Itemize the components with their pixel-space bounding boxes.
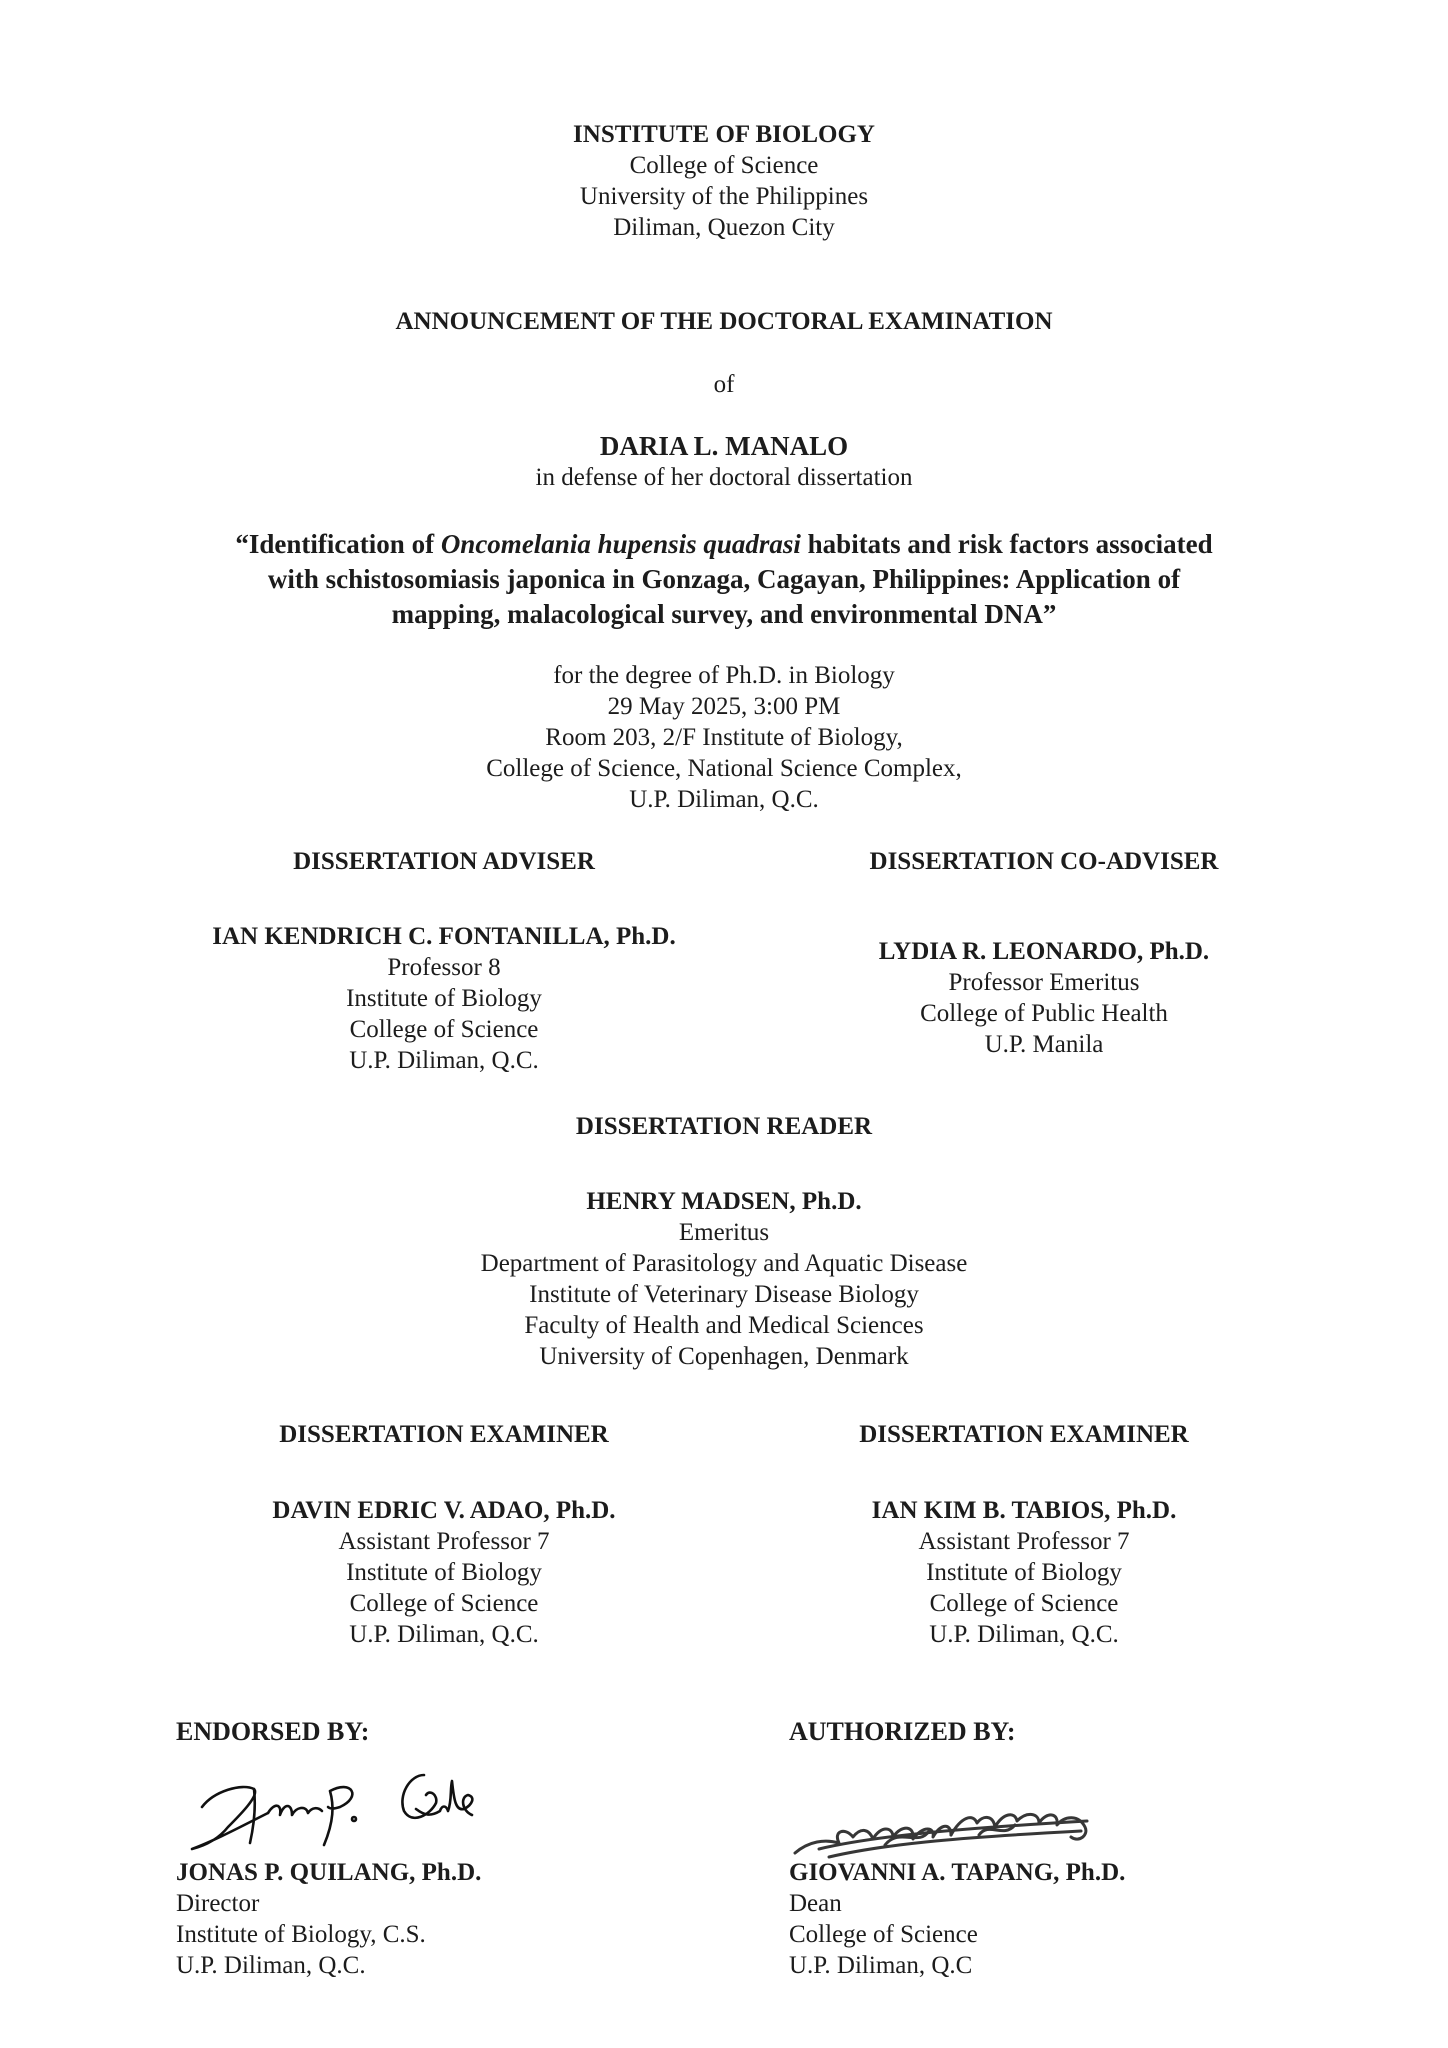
- reader-line: Faculty of Health and Medical Sciences: [524, 1312, 924, 1339]
- examiner1-line: U.P. Diliman, Q.C.: [349, 1621, 539, 1648]
- endorsed-heading: ENDORSED BY:: [176, 1717, 370, 1746]
- reader-heading: DISSERTATION READER: [575, 1113, 873, 1140]
- title-line-2: with schistosomiasis japonica in Gonzaga, Cagayan, Philippines: Application of: [267, 564, 1181, 594]
- exam-datetime: 29 May 2025, 3:00 PM: [607, 693, 841, 720]
- adviser-line: U.P. Diliman, Q.C.: [349, 1047, 539, 1074]
- examiner2-line: Institute of Biology: [926, 1559, 1122, 1586]
- of-text: of: [713, 371, 735, 398]
- degree: for the degree of Ph.D. in Biology: [553, 662, 895, 689]
- examiner-block-1: [124, 1419, 764, 1650]
- endorser-line: Institute of Biology, C.S.: [176, 1921, 426, 1948]
- title-line-3: mapping, malacological survey, and environmental DNA”: [391, 599, 1057, 629]
- coadviser-line: College of Public Health: [920, 1000, 1168, 1027]
- authorizer-name: GIOVANNI A. TAPANG, Ph.D.: [789, 1859, 1126, 1886]
- examiner2-line: U.P. Diliman, Q.C.: [929, 1621, 1119, 1648]
- coadviser-line: U.P. Manila: [984, 1031, 1104, 1058]
- reader-name: HENRY MADSEN, Ph.D.: [586, 1188, 862, 1215]
- exam-venue: College of Science, National Science Complex,: [486, 755, 962, 782]
- title-post: habitats and risk factors associated: [800, 529, 1213, 559]
- authorizer-line: Dean: [789, 1890, 842, 1917]
- tapang-signature: [789, 1757, 1109, 1867]
- endorser-line: U.P. Diliman, Q.C.: [176, 1952, 366, 1979]
- college-name: College of Science: [629, 152, 819, 179]
- authorizer-line: College of Science: [789, 1921, 978, 1948]
- species-name: Oncomelania hupensis quadrasi: [440, 529, 801, 559]
- endorsed-block: [176, 1716, 736, 1981]
- examiner-block-2: [704, 1419, 1344, 1650]
- reader-line: Department of Parasitology and Aquatic Disease: [480, 1250, 968, 1277]
- reader-line: Institute of Veterinary Disease Biology: [529, 1281, 919, 1308]
- authorizer-line: U.P. Diliman, Q.C: [789, 1952, 973, 1979]
- university-name: University of the Philippines: [579, 183, 869, 210]
- authorized-signature-area: [789, 1747, 1349, 1857]
- institute-name: INSTITUTE OF BIOLOGY: [573, 121, 875, 148]
- coadviser-block: [724, 846, 1364, 1060]
- authorized-block: [789, 1716, 1349, 1981]
- announcement-title: ANNOUNCEMENT OF THE DOCTORAL EXAMINATION: [395, 308, 1053, 335]
- adviser-block: [124, 846, 764, 1076]
- endorser-line: Director: [176, 1890, 260, 1917]
- exam-campus: U.P. Diliman, Q.C.: [629, 786, 819, 813]
- of-line: [0, 369, 1448, 400]
- exam-room: Room 203, 2/F Institute of Biology,: [545, 724, 903, 751]
- endorser-name: JONAS P. QUILANG, Ph.D.: [176, 1859, 482, 1886]
- announcement-heading: [0, 306, 1448, 337]
- reader-line: Emeritus: [678, 1219, 770, 1246]
- examiner1-line: Institute of Biology: [346, 1559, 542, 1586]
- examiner1-heading: DISSERTATION EXAMINER: [279, 1421, 609, 1448]
- authorized-heading: AUTHORIZED BY:: [789, 1717, 1016, 1746]
- coadviser-heading: DISSERTATION CO-ADVISER: [869, 848, 1219, 875]
- exam-details: [0, 660, 1448, 815]
- location: Diliman, Quezon City: [613, 214, 835, 241]
- adviser-name: IAN KENDRICH C. FONTANILLA, Ph.D.: [212, 923, 676, 950]
- examiner2-name: IAN KIM B. TABIOS, Ph.D.: [871, 1497, 1177, 1524]
- examiner1-line: Assistant Professor 7: [338, 1528, 550, 1555]
- candidate-block: [0, 431, 1448, 493]
- candidate-subtitle: in defense of her doctoral dissertation: [535, 464, 913, 491]
- examiner2-line: College of Science: [929, 1590, 1119, 1617]
- letterhead: [0, 119, 1448, 243]
- coadviser-name: LYDIA R. LEONARDO, Ph.D.: [878, 938, 1210, 965]
- adviser-line: College of Science: [349, 1016, 539, 1043]
- title-line-1: [0, 527, 1448, 562]
- examiner1-name: DAVIN EDRIC V. ADAO, Ph.D.: [272, 1497, 616, 1524]
- examiner1-line: College of Science: [349, 1590, 539, 1617]
- candidate-name: DARIA L. MANALO: [599, 431, 849, 461]
- adviser-heading: DISSERTATION ADVISER: [293, 848, 595, 875]
- examiner2-heading: DISSERTATION EXAMINER: [859, 1421, 1189, 1448]
- reader-block: [0, 1111, 1448, 1372]
- adviser-line: Professor 8: [387, 954, 501, 981]
- reader-line: University of Copenhagen, Denmark: [539, 1343, 909, 1370]
- examiner2-line: Assistant Professor 7: [918, 1528, 1130, 1555]
- dissertation-title: [0, 527, 1448, 632]
- adviser-line: Institute of Biology: [346, 985, 542, 1012]
- endorsed-signature-area: [176, 1747, 736, 1857]
- coadviser-line: Professor Emeritus: [948, 969, 1140, 996]
- quilang-signature: [184, 1745, 484, 1855]
- title-pre: “Identification of: [235, 529, 441, 559]
